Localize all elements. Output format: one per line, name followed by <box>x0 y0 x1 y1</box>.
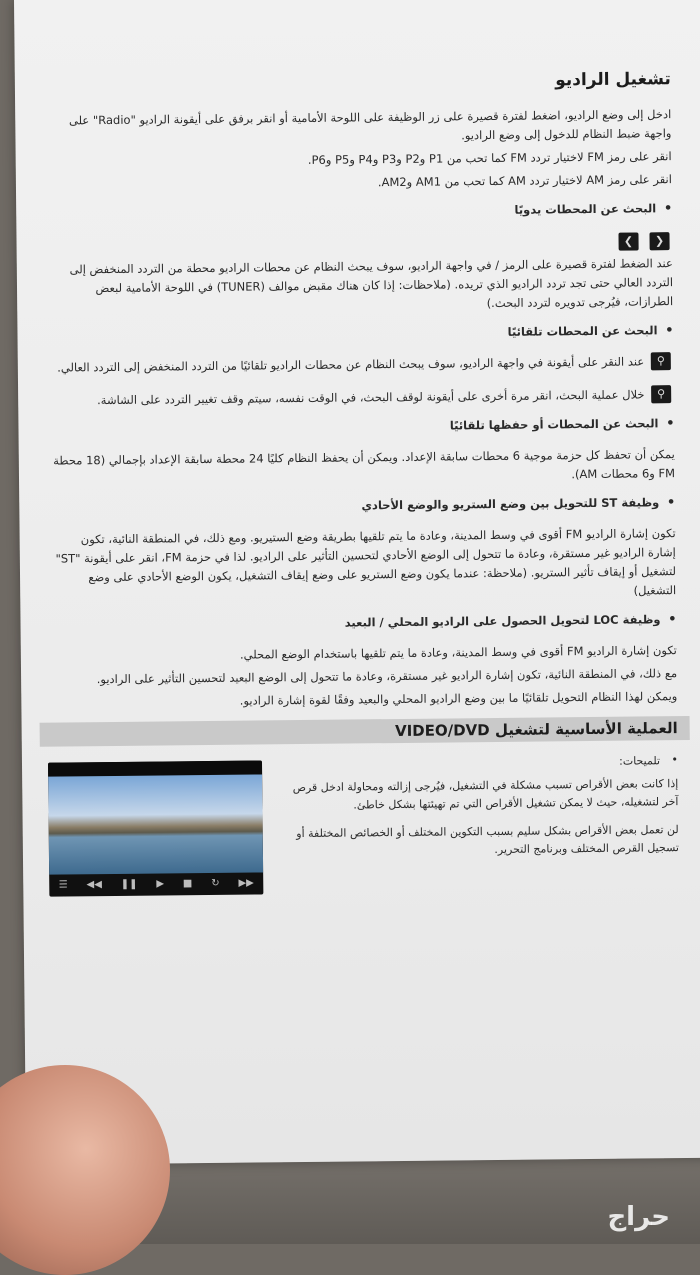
video-tips <box>288 754 679 865</box>
intro-paragraph-3: انقر على رمز AM لاختيار تردد AM كما تحب من AM1 وAM2. <box>377 172 672 190</box>
search-icon: ⚲ <box>651 385 671 403</box>
manual-page <box>14 0 700 1165</box>
chevron-right-icon: ❯ <box>618 232 638 250</box>
screen-landscape <box>48 774 263 874</box>
loc-text-1: تكون إشارة الراديو FM أقوى في وسط المدينة، وعادة ما يتم تلقيها باستخدام الوضع المحلي. <box>239 642 677 662</box>
intro-paragraph-2: انقر على رمز FM لاختيار تردد FM كما تحب من P1 وP2 وP3 وP4 وP5 وP6. <box>307 149 672 167</box>
auto-search-stop-body: خلال عملية البحث، انقر مرة أخرى على أيقونة لوقف البحث، في الوقت نفسه، سيتم وقف تغيير التردد على الشاشة. <box>97 386 645 407</box>
auto-search-text-body: عند النقر على أيقونة في واجهة الراديو، سوف يبحث النظام عن محطات الراديو تلقائيًا من التردد المنخفض إلى التردد العالي. <box>57 353 645 375</box>
chevron-left-icon: ❮ <box>649 232 669 250</box>
menu-icon: ☰ <box>58 879 68 891</box>
video-section-heading: العملية الأساسية لتشغيل VIDEO/DVD <box>40 715 690 746</box>
manual-search-text: عند الضغط لفترة قصيرة على الرمز / في واجهة الراديو، سوف يبحث النظام عن محطات الراديو محطة من التردد المنخفض إلى التردد العالي حتى تجد تردد الراديو الذي تريده. (ملاحظات: إذا كان هناك مقبض موالف (TUNER) في اللوحة الأمامية لبعض الطرازات، فيُرجى تدويره لتردد البحث.) <box>69 255 674 310</box>
intro-paragraph-1: ادخل إلى وضع الراديو، اضغط لفترة قصيرة على زر الوظيفة على اللوحة الأمامية أو انقر برفق على أيقونة الراديو "Radio" على واجهة ضبط النظام للدخول إلى وضع الراديو. <box>68 107 672 143</box>
forward-icon: ▶▶ <box>238 877 254 889</box>
manual-search-icons <box>46 230 672 256</box>
stop-icon: ■ <box>182 878 193 890</box>
rewind-icon: ◀◀ <box>86 879 102 891</box>
tips-label: • تلميحات: <box>288 754 678 771</box>
page-content <box>45 69 680 906</box>
dvd-screen-image <box>48 760 263 896</box>
st-text: تكون إشارة الراديو FM أقوى في وسط المدينة، وعادة ما يتم تلقيها بطريقة وضع الستيريو. ومع ذلك، في المنطقة النائية، تكون إشارة الراديو غير مستقرة، وعادة ما تتحول إلى الوضع الأحادي لتحسين التأثير على الراديو. لذا في حزمة FM، انقر على أيقونة "ST" لتشغيل أو إيقاف تأثير الستريو. (ملاحظة: عندما يكون وضع الستريو على وضع إيقاف التشغيل، يكون الوضع الأحادي على وضع التشغيل) <box>55 525 677 598</box>
video-section <box>52 750 680 907</box>
manual-search-heading: • البحث عن المحطات يدويًا <box>46 199 672 225</box>
page-title: تشغيل الراديو <box>555 69 671 91</box>
search-icon: ⚲ <box>651 352 671 370</box>
auto-search-heading: • البحث عن المحطات تلقائيًا <box>47 321 673 347</box>
tips-text-2: لن تعمل بعض الأقراص بشكل سليم بسبب التكوين المختلف أو الخصائص المختلفة أو تسجيل القرص المختلف وبرنامج التحرير. <box>296 822 679 856</box>
loc-heading: • وظيفة LOC لتحويل الحصول على الراديو المحلي / البعيد <box>50 610 676 636</box>
play-icon: ▶ <box>156 878 165 890</box>
screen-controls <box>49 872 263 896</box>
repeat-icon: ↻ <box>211 877 220 889</box>
save-heading: • البحث عن المحطات أو حفظها تلقائيًا <box>48 414 674 440</box>
save-text: يمكن أن تحفظ كل حزمة موجية 6 محطات سابقة الإعداد. ويمكن أن يحفظ النظام كليًا 24 محطة سابقة الإعداد بإجمالي (18 محطة FM و6 محطات AM). <box>53 446 676 481</box>
st-heading: • وظيفة ST للتحويل بين وضع الستريو والوضع الأحادي <box>49 493 675 519</box>
pause-icon: ❚❚ <box>120 878 138 890</box>
auto-search-text <box>48 352 674 378</box>
tips-text-1: إذا كانت بعض الأقراص تسبب مشكلة في التشغيل، فيُرجى إزالته ومحاولة ادخل قرص آخر لتشغيله، حيث لا يمكن تشغيل الأقراص التي تم تهيئتها بشكل خاطئ. <box>292 776 679 811</box>
loc-text-2: مع ذلك، في المنطقة النائية، تكون إشارة الراديو غير مستقرة، وعادة ما تتحول إلى الوضع البعيد لتحسين التأثير على الراديو. <box>96 665 678 686</box>
watermark-logo: حراج <box>607 1202 670 1232</box>
loc-text-3: ويمكن لهذا النظام التحويل تلقائيًا ما بين وضع الراديو المحلي والبعيد وفقًا لقوة إشارة الراديو. <box>239 688 678 708</box>
